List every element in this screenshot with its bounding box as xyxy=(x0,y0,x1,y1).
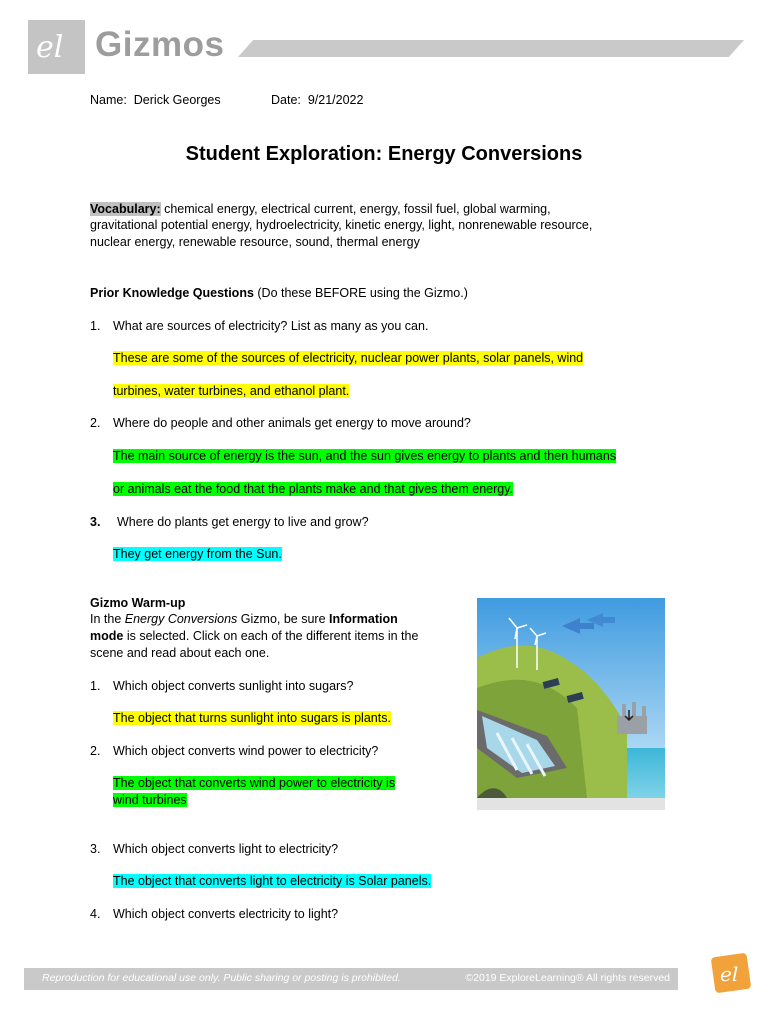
intro-text: Gizmo, be sure xyxy=(237,612,330,626)
warmup-heading: Gizmo Warm-up xyxy=(90,596,186,610)
warmup-q2-answer-line-2 xyxy=(113,793,187,807)
answer-text: turbines, water turbines, and ethanol plant. xyxy=(113,384,350,398)
footer-copyright: ©2019 ExploreLearning® All rights reserved xyxy=(465,972,670,984)
answer-text: or animals eat the food that the plants make and that gives them energy. xyxy=(113,482,514,496)
warmup-q3-number: 3. xyxy=(90,842,101,856)
name-value: Derick Georges xyxy=(133,93,221,107)
prior-note: (Do these BEFORE using the Gizmo.) xyxy=(253,286,468,300)
prior-q2-text: Where do people and other animals get energy to move around? xyxy=(113,416,471,430)
warmup-q3-text: Which object converts light to electricity? xyxy=(113,842,339,856)
logo-mark: el xyxy=(36,30,64,65)
answer-text: These are some of the sources of electricity, nuclear power plants, solar panels, wind xyxy=(113,351,584,365)
prior-q3-text: Where do plants get energy to live and grow? xyxy=(117,515,369,529)
warmup-intro-line-3: scene and read about each one. xyxy=(90,646,270,660)
answer-text: The object that converts light to electricity is Solar panels. xyxy=(113,874,432,888)
date-value: 9/21/2022 xyxy=(307,93,364,107)
prior-q1-answer-line-1 xyxy=(113,351,583,365)
prior-q2-number: 2. xyxy=(90,416,101,430)
explorelearning-corner-logo xyxy=(710,952,752,994)
warmup-q4-number: 4. xyxy=(90,907,101,921)
prior-q1-text: What are sources of electricity? List as many as you can. xyxy=(113,319,429,333)
vocabulary-line-3: nuclear energy, renewable resource, sound, thermal energy xyxy=(90,235,420,249)
warmup-q2-text: Which object converts wind power to electricity? xyxy=(113,744,379,758)
gizmos-header xyxy=(28,20,744,74)
prior-q2-answer-line-1 xyxy=(113,449,616,463)
answer-text: The object that turns sunlight into sugars is plants. xyxy=(113,711,391,725)
header-bar xyxy=(238,40,744,57)
date-line xyxy=(271,93,363,107)
footer-disclaimer: Reproduction for educational use only. Public sharing or posting is prohibited. xyxy=(42,972,401,984)
prior-knowledge-heading xyxy=(90,286,468,300)
prior-q3-answer xyxy=(113,547,282,561)
answer-text: They get energy from the Sun. xyxy=(113,547,282,561)
warmup-q2-answer-line-1 xyxy=(113,776,395,790)
warmup-q2-number: 2. xyxy=(90,744,101,758)
prior-q3-number: 3. xyxy=(90,515,101,529)
vocabulary-line-2: gravitational potential energy, hydroelectricity, kinetic energy, light, nonrenewable resource, xyxy=(90,218,593,232)
warmup-q1-answer xyxy=(113,711,391,725)
name-label: Name: xyxy=(90,93,127,107)
mode-name: Information xyxy=(329,612,398,626)
prior-q2-answer-line-2 xyxy=(113,482,513,496)
vocabulary-label: Vocabulary: xyxy=(90,202,161,216)
prior-q1-number: 1. xyxy=(90,319,101,333)
intro-text: In the xyxy=(90,612,125,626)
footer-bar xyxy=(24,968,678,990)
warmup-intro-line-2 xyxy=(90,629,418,643)
answer-text: The main source of energy is the sun, and the sun gives energy to plants and then humans xyxy=(113,449,617,463)
prior-heading: Prior Knowledge Questions xyxy=(90,286,254,300)
warmup-q1-text: Which object converts sunlight into sugars? xyxy=(113,679,354,693)
warmup-intro-line-1 xyxy=(90,612,398,626)
intro-text: is selected. Click on each of the different items in the xyxy=(123,629,419,643)
date-label: Date: xyxy=(271,93,301,107)
explorelearning-logo xyxy=(28,20,85,74)
answer-text: The object that converts wind power to electricity is xyxy=(113,776,396,790)
brand-name: Gizmos xyxy=(95,25,225,64)
mode-name: mode xyxy=(90,629,124,643)
warmup-q3-answer xyxy=(113,874,431,888)
vocabulary-text-1: chemical energy, electrical current, energy, fossil fuel, global warming, xyxy=(160,202,551,216)
page-title: Student Exploration: Energy Conversions xyxy=(185,143,583,165)
gizmo-name: Energy Conversions xyxy=(124,612,238,626)
warmup-q1-number: 1. xyxy=(90,679,101,693)
name-line xyxy=(90,93,221,107)
energy-scene-illustration xyxy=(477,598,665,810)
prior-q1-answer-line-2 xyxy=(113,384,349,398)
vocabulary-line-1 xyxy=(90,202,551,216)
svg-text:el: el xyxy=(720,962,739,986)
ground-strip xyxy=(477,798,665,810)
warmup-q4-text: Which object converts electricity to light? xyxy=(113,907,339,921)
answer-text: wind turbines xyxy=(113,793,187,807)
